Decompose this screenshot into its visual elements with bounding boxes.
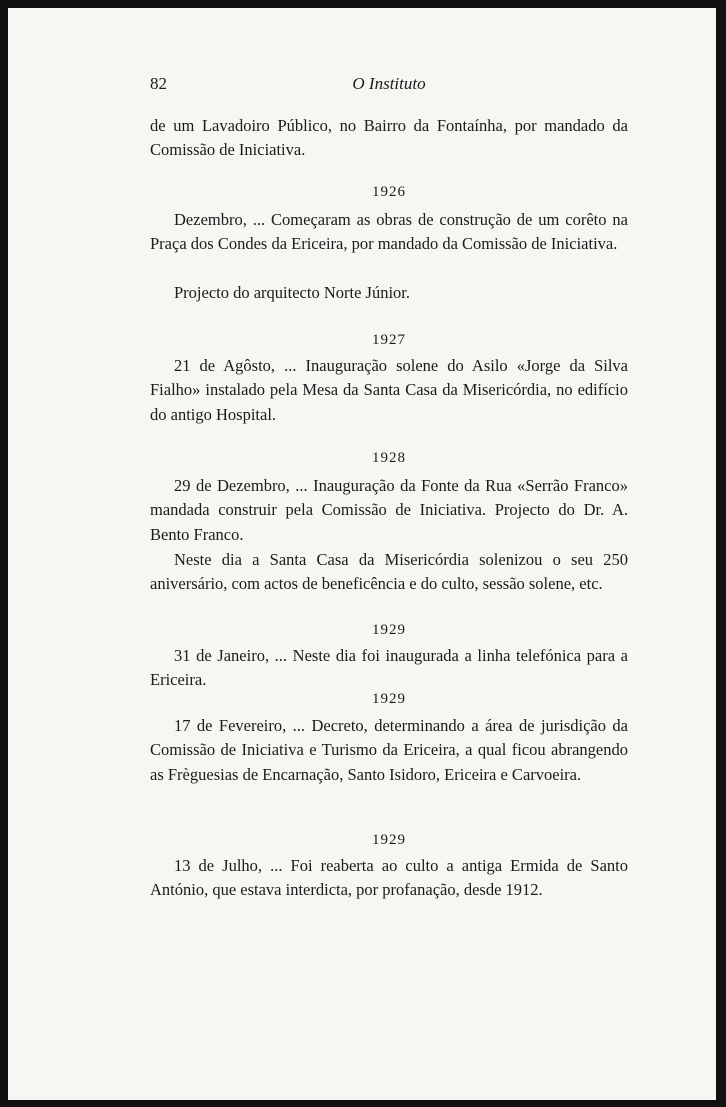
year-heading: 1926 bbox=[372, 184, 406, 200]
year-heading: 1929 bbox=[372, 691, 406, 707]
entry-paragraph: Projecto do arquitecto Norte Júnior. bbox=[174, 283, 410, 302]
year-heading: 1929 bbox=[372, 622, 406, 638]
running-title: O Instituto bbox=[352, 74, 426, 93]
year-heading: 1927 bbox=[372, 332, 406, 348]
intro-paragraph: de um Lavadoiro Público, no Bairro da Fontaínha, por mandado da Comissão de Iniciativa. bbox=[150, 116, 628, 160]
entry-paragraph: 31 de Janeiro, ... Neste dia foi inaugurada a linha telefónica para a Ericeira. bbox=[150, 646, 628, 690]
entry-paragraph: Neste dia a Santa Casa da Misericórdia solenizou o seu 250 aniversário, com actos de beneficência e do culto, sessão solene, etc. bbox=[150, 550, 628, 594]
entry-paragraph: 21 de Agôsto, ... Inauguração solene do Asilo «Jorge da Silva Fialho» instalado pela Mesa da Santa Casa da Misericórdia, no edifício do antigo Hospital. bbox=[150, 356, 628, 424]
book-page bbox=[8, 8, 716, 1100]
entry-paragraph: 17 de Fevereiro, ... Decreto, determinando a área de jurisdição da Comissão de Iniciativa e Turismo da Ericeira, a qual ficou abrangendo as Frèguesias de Encarnação, Santo Isidoro, Ericeira e Carvoeira. bbox=[150, 716, 628, 784]
page-number: 82 bbox=[150, 74, 167, 93]
entry-paragraph: 29 de Dezembro, ... Inauguração da Fonte da Rua «Serrão Franco» mandada construir pela Comissão de Iniciativa. Projecto do Dr. A. Bento Franco. bbox=[150, 476, 628, 544]
year-heading: 1928 bbox=[372, 450, 406, 466]
entry-paragraph: Dezembro, ... Começaram as obras de construção de um corêto na Praça dos Condes da Ericeira, por mandado da Comissão de Iniciativa. bbox=[150, 210, 628, 254]
year-heading: 1929 bbox=[372, 832, 406, 848]
entry-paragraph: 13 de Julho, ... Foi reaberta ao culto a antiga Ermida de Santo António, que estava interdicta, por profanação, desde 1912. bbox=[150, 856, 628, 900]
